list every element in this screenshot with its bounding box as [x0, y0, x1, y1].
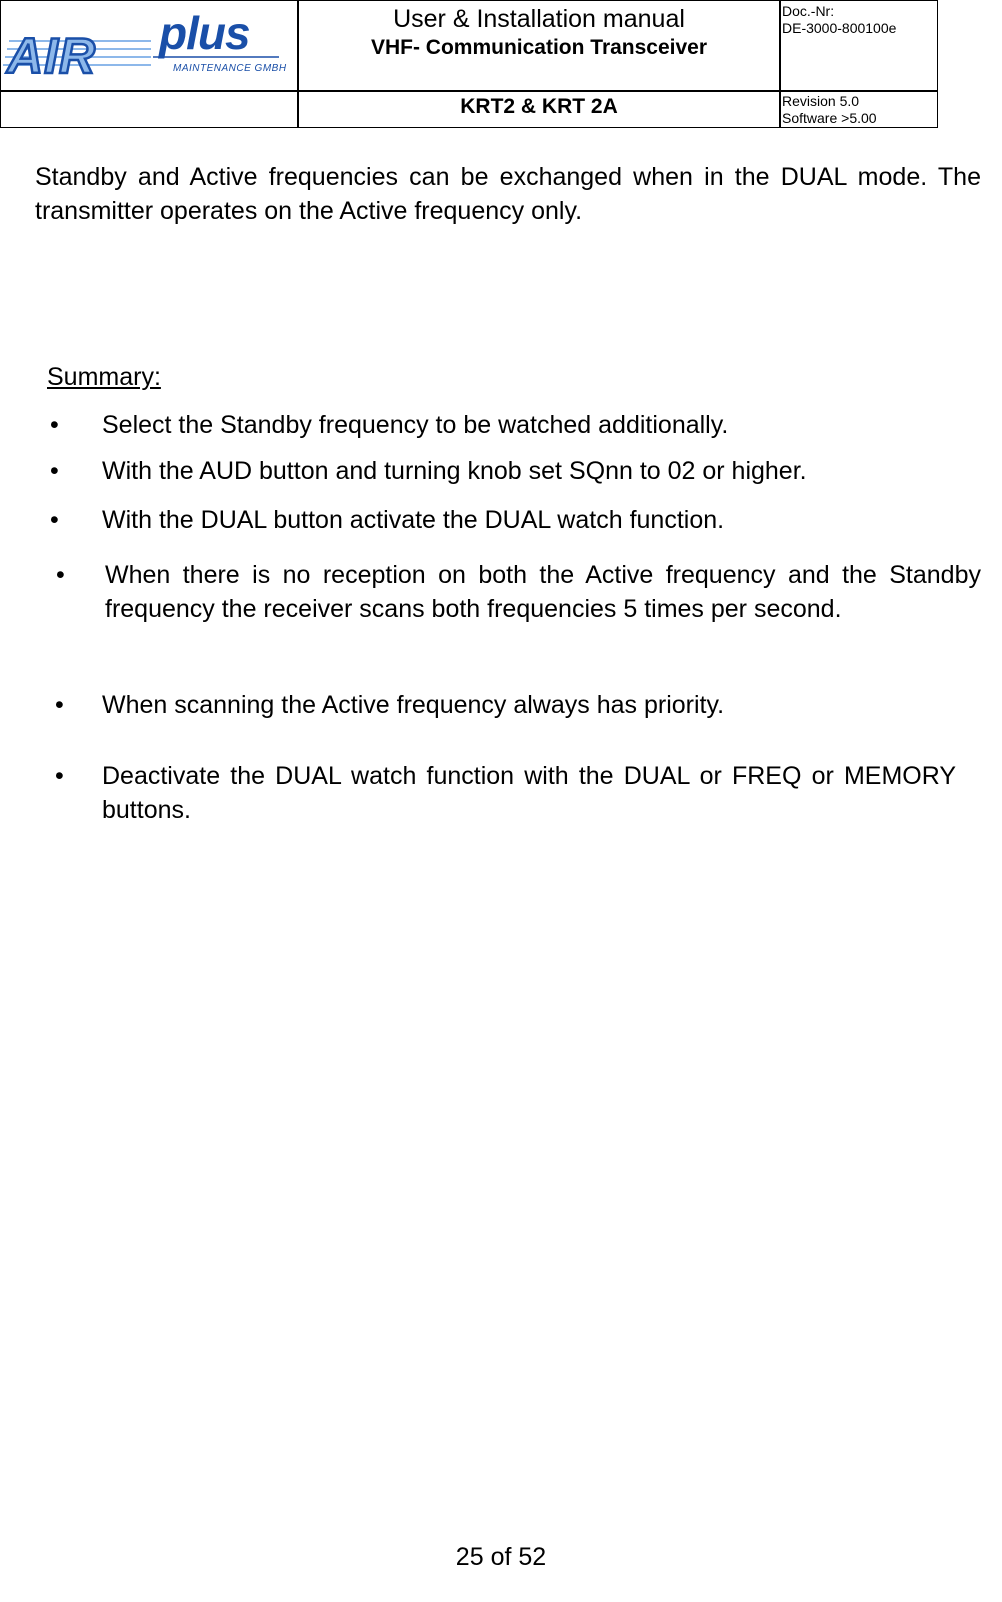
- bullet-icon: •: [55, 762, 64, 790]
- airplus-logo-icon: [1, 1, 298, 91]
- list-item-text: With the AUD button and turning knob set SQnn to 02 or higher.: [102, 457, 807, 485]
- list-item-text: When scanning the Active frequency always has priority.: [102, 691, 725, 719]
- bullet-icon: •: [55, 691, 64, 719]
- list-item-text: Deactivate the DUAL watch function with the DUAL or FREQ or MEMORY buttons.: [102, 762, 956, 824]
- software-version: Software >5.00: [782, 110, 877, 126]
- current-page: 25: [455, 1543, 484, 1571]
- total-pages: 52: [518, 1543, 547, 1571]
- list-item-text: Select the Standby frequency to be watched additionally.: [102, 411, 729, 439]
- bullet-icon: •: [56, 561, 65, 589]
- model-name: KRT2 & KRT 2A: [460, 95, 618, 118]
- header-divider: [779, 1, 781, 127]
- svg-text:AIR: AIR: [7, 28, 97, 84]
- bullet-icon: •: [50, 411, 59, 439]
- doc-number-block: [782, 3, 939, 91]
- intro-paragraph: Standby and Active frequencies can be exchanged when in the DUAL mode. The transmitter operates on the Active frequency only.: [35, 163, 981, 225]
- summary-heading: Summary:: [47, 363, 161, 391]
- page-of: of: [490, 1543, 512, 1571]
- document-header: [0, 0, 938, 128]
- manual-subtitle: VHF- Communication Transceiver: [370, 36, 708, 59]
- revision-block: [782, 92, 939, 128]
- bullet-icon: •: [50, 506, 59, 534]
- bullet-icon: •: [50, 457, 59, 485]
- page-number: [0, 1542, 1002, 1572]
- list-item-text: With the DUAL button activate the DUAL watch function.: [102, 506, 725, 534]
- company-logo: [1, 1, 298, 91]
- svg-text:MAINTENANCE GMBH: MAINTENANCE GMBH: [173, 63, 287, 74]
- revision-value: Revision 5.0: [782, 93, 860, 109]
- svg-text:plus: plus: [159, 7, 250, 59]
- manual-title: User & Installation manual: [393, 5, 685, 33]
- header-title-block: [299, 1, 779, 91]
- list-item-text: When there is no reception on both the Active frequency and the Standby frequency the receiver scans both frequencies 5 times per second.: [105, 561, 981, 623]
- doc-number-label: Doc.-Nr:: [782, 3, 835, 19]
- doc-number-value: DE-3000-800100e: [782, 20, 897, 36]
